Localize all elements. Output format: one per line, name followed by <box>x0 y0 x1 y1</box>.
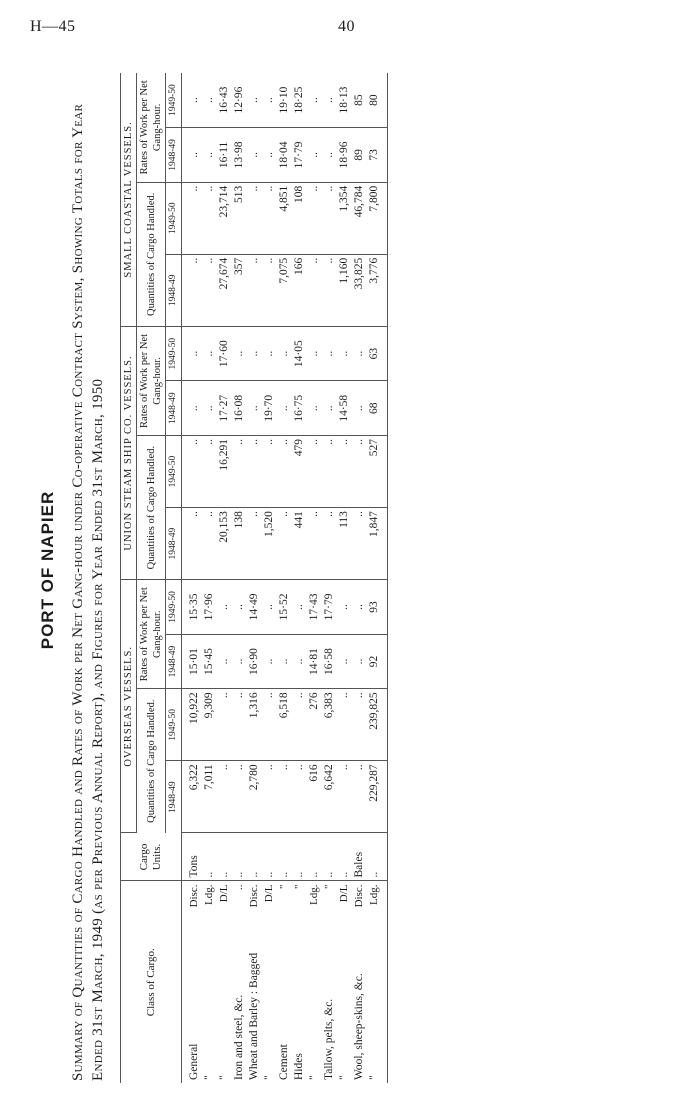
cargo-class-label: " <box>203 1075 215 1080</box>
table-row <box>352 73 367 1083</box>
handling-stage-label: Ldg. <box>368 884 380 905</box>
quantity-cell: .. <box>322 436 337 508</box>
header-union-steam-ship-vessels: UNION STEAM SHIP CO. VESSELS. <box>121 326 137 579</box>
quantity-cell: .. <box>182 436 203 508</box>
summary-heading: Summary of Quantities of Cargo Handled and Rates of Work per Net Gang-hour under Co-operative Contract System, Showing Totals for Year Ended 31st March, 1949 (as per Previous Annual Report), and Figures for Year Ended 31st March, 1950 <box>70 103 106 1081</box>
quantity-cell: 113 <box>337 508 352 580</box>
table-row <box>232 73 247 1083</box>
rate-cell: 15·45 <box>202 634 217 689</box>
quantity-cell: .. <box>337 436 352 508</box>
quantity-cell: .. <box>262 436 277 508</box>
quantity-cell: 229,287 <box>367 761 388 833</box>
table-row <box>322 73 337 1083</box>
quantity-cell: .. <box>202 436 217 508</box>
quantity-cell: 23,714 <box>217 182 232 254</box>
rate-cell: .. <box>182 326 203 381</box>
cargo-class-cell <box>352 881 367 1083</box>
rate-cell: 16·43 <box>217 73 232 128</box>
cargo-unit-cell: .. <box>262 833 277 881</box>
cargo-class-cell <box>217 881 232 1083</box>
table-row <box>337 73 352 1083</box>
rate-cell: 18·13 <box>337 73 352 128</box>
quantity-cell: 1,847 <box>367 508 388 580</box>
quantity-cell: 441 <box>292 508 307 580</box>
cargo-class-cell <box>367 881 388 1083</box>
rotated-table-page <box>30 55 660 1085</box>
header-year: 1948-49 <box>166 128 182 183</box>
cargo-unit-cell: .. <box>307 833 322 881</box>
header-cargo-units: Cargo Units. <box>121 833 182 881</box>
quantity-cell: 7,800 <box>367 182 388 254</box>
cargo-class-label: " <box>308 1075 320 1080</box>
rate-cell: 16·75 <box>292 381 307 436</box>
quantity-cell: 479 <box>292 436 307 508</box>
quantity-cell: .. <box>352 689 367 761</box>
rate-cell: .. <box>202 381 217 436</box>
quantity-cell: 276 <box>307 689 322 761</box>
rate-cell: .. <box>262 634 277 689</box>
quantity-cell: .. <box>182 254 203 326</box>
quantity-cell: .. <box>262 254 277 326</box>
quantity-cell: .. <box>232 761 247 833</box>
quantity-cell: 1,354 <box>337 182 352 254</box>
rate-cell: .. <box>247 381 262 436</box>
rate-cell: .. <box>182 73 203 128</box>
quantity-cell: .. <box>277 761 292 833</box>
rate-cell: 17·27 <box>217 381 232 436</box>
rate-cell: .. <box>352 634 367 689</box>
rate-cell: 92 <box>367 634 388 689</box>
quantity-cell: .. <box>307 254 322 326</box>
rate-cell: .. <box>277 381 292 436</box>
quantity-cell: .. <box>307 508 322 580</box>
quantity-cell: 33,825 <box>352 254 367 326</box>
cargo-class-label: " <box>218 1075 230 1080</box>
quantity-cell: .. <box>232 689 247 761</box>
rate-cell: .. <box>262 128 277 183</box>
cargo-unit-cell: .. <box>292 833 307 881</box>
header-year: 1948-49 <box>166 254 182 326</box>
rate-cell: .. <box>247 128 262 183</box>
cargo-class-label: " <box>263 1075 275 1080</box>
quantity-cell: 2,780 <box>247 761 262 833</box>
cargo-unit-cell: Bales <box>352 833 367 881</box>
quantity-cell: .. <box>262 182 277 254</box>
table-row <box>217 73 232 1083</box>
rate-cell: .. <box>202 73 217 128</box>
quantity-cell: .. <box>322 182 337 254</box>
rate-cell: .. <box>322 326 337 381</box>
quantity-cell: .. <box>262 761 277 833</box>
quantity-cell: 10,922 <box>182 689 203 761</box>
rate-cell: 18·25 <box>292 73 307 128</box>
rate-cell: .. <box>352 580 367 635</box>
header-year: 1949-50 <box>166 326 182 381</box>
handling-stage-label: Ldg. <box>308 884 320 905</box>
quantity-cell: .. <box>202 508 217 580</box>
quantity-cell: .. <box>337 761 352 833</box>
quantity-cell: .. <box>217 761 232 833</box>
header-year: 1948-49 <box>166 381 182 436</box>
quantity-cell: 3,776 <box>367 254 388 326</box>
rate-cell: 89 <box>352 128 367 183</box>
quantity-cell: 616 <box>307 761 322 833</box>
quantity-cell: 1,316 <box>247 689 262 761</box>
rate-cell: 18·04 <box>277 128 292 183</box>
cargo-unit-cell: .. <box>202 833 217 881</box>
quantity-cell: 513 <box>232 182 247 254</box>
rate-cell: .. <box>217 634 232 689</box>
quantity-cell: .. <box>262 689 277 761</box>
cargo-class-label: " <box>338 1075 350 1080</box>
quantity-cell: 1,160 <box>337 254 352 326</box>
rate-cell: 18·96 <box>337 128 352 183</box>
rate-cell: .. <box>247 326 262 381</box>
quantity-cell: 27,674 <box>217 254 232 326</box>
table-row <box>182 73 203 1083</box>
handling-stage-label: D/L <box>338 884 350 903</box>
handling-stage-label: Disc. <box>188 884 200 908</box>
quantity-cell: .. <box>292 689 307 761</box>
rate-cell: .. <box>322 381 337 436</box>
cargo-class-cell <box>277 881 292 1083</box>
rate-cell: 17·96 <box>202 580 217 635</box>
rate-cell: 14·58 <box>337 381 352 436</box>
cargo-unit-cell: .. <box>217 833 232 881</box>
quantity-cell: .. <box>322 508 337 580</box>
cargo-class-label: Iron and steel, &c. <box>233 994 245 1080</box>
quantity-cell: .. <box>202 254 217 326</box>
quantity-cell: 6,383 <box>322 689 337 761</box>
rate-cell: .. <box>337 634 352 689</box>
quantity-cell: 9,309 <box>202 689 217 761</box>
quantity-cell: 20,153 <box>217 508 232 580</box>
quantity-cell: .. <box>307 182 322 254</box>
rate-cell: .. <box>307 73 322 128</box>
rate-cell: .. <box>232 634 247 689</box>
table-row <box>202 73 217 1083</box>
header-rates: Rates of Work per Net Gang-hour. <box>137 326 166 435</box>
rate-cell: .. <box>307 326 322 381</box>
rate-cell: 19·70 <box>262 381 277 436</box>
cargo-class-cell <box>292 881 307 1083</box>
cargo-class-label: Cement <box>278 1044 290 1080</box>
rate-cell: .. <box>262 326 277 381</box>
quantity-cell: .. <box>307 436 322 508</box>
port-title: PORT OF NAPIER <box>38 490 57 650</box>
handling-stage-label: " <box>278 884 290 889</box>
rate-cell: .. <box>352 381 367 436</box>
rate-cell: .. <box>232 326 247 381</box>
quantity-cell: 108 <box>292 182 307 254</box>
quantity-cell: 6,642 <box>322 761 337 833</box>
rate-cell: .. <box>277 634 292 689</box>
rate-cell: 63 <box>367 326 388 381</box>
rate-cell: .. <box>292 634 307 689</box>
rate-cell: .. <box>352 326 367 381</box>
rate-cell: .. <box>307 128 322 183</box>
quantity-cell: .. <box>202 182 217 254</box>
quantity-cell: .. <box>182 508 203 580</box>
table-row <box>277 73 292 1083</box>
rate-cell: .. <box>307 381 322 436</box>
rate-cell: 16·90 <box>247 634 262 689</box>
table-row <box>307 73 322 1083</box>
cargo-class-cell <box>182 881 203 1083</box>
header-year: 1949-50 <box>166 182 182 254</box>
header-small-coastal-vessels: SMALL COASTAL VESSELS. <box>121 73 137 326</box>
rate-cell: 68 <box>367 381 388 436</box>
rate-cell: 17·79 <box>322 580 337 635</box>
rate-cell: 16·58 <box>322 634 337 689</box>
cargo-class-label: General <box>188 1043 200 1080</box>
handling-stage-label: D/L <box>263 884 275 903</box>
rate-cell: 17·60 <box>217 326 232 381</box>
quantity-cell: 239,825 <box>367 689 388 761</box>
document-code: H—45 <box>30 18 76 35</box>
cargo-unit-cell: .. <box>337 833 352 881</box>
rate-cell: .. <box>322 73 337 128</box>
quantity-cell: .. <box>247 508 262 580</box>
rate-cell: 15·01 <box>182 634 203 689</box>
cargo-unit-cell: .. <box>277 833 292 881</box>
cargo-class-cell <box>232 881 247 1083</box>
quantity-cell: .. <box>337 689 352 761</box>
rate-cell: 12·96 <box>232 73 247 128</box>
rate-cell: .. <box>337 326 352 381</box>
header-rates: Rates of Work per Net Gang-hour. <box>137 580 166 689</box>
header-rates: Rates of Work per Net Gang-hour. <box>137 73 166 182</box>
quantity-cell: 6,322 <box>182 761 203 833</box>
cargo-class-label: Tallow, pelts, &c. <box>323 998 335 1080</box>
table-row <box>247 73 262 1083</box>
header-year: 1948-49 <box>166 508 182 580</box>
cargo-unit-cell: Tons <box>182 833 203 881</box>
rate-cell: 15·35 <box>182 580 203 635</box>
quantity-cell: .. <box>292 761 307 833</box>
quantity-cell: .. <box>247 254 262 326</box>
cargo-class-cell <box>307 881 322 1083</box>
handling-stage-label: .. <box>233 884 245 890</box>
cargo-class-cell <box>262 881 277 1083</box>
header-overseas-vessels: OVERSEAS VESSELS. <box>121 580 137 833</box>
handling-stage-label: D/L <box>218 884 230 903</box>
rate-cell: .. <box>292 580 307 635</box>
quantity-cell: 1,520 <box>262 508 277 580</box>
header-year: 1949-50 <box>166 73 182 128</box>
quantity-cell: 138 <box>232 508 247 580</box>
rate-cell: 16·08 <box>232 381 247 436</box>
quantity-cell: .. <box>352 436 367 508</box>
rate-cell: 14·05 <box>292 326 307 381</box>
rate-cell: 13·98 <box>232 128 247 183</box>
cargo-class-label: Wheat and Barley : Bagged <box>248 952 260 1080</box>
rate-cell: .. <box>337 580 352 635</box>
rate-cell: 14·81 <box>307 634 322 689</box>
header-quantities: Quantities of Cargo Handled. <box>137 436 166 580</box>
cargo-class-label: Wool, sheep-skins, &c. <box>353 973 365 1080</box>
table-row <box>292 73 307 1083</box>
quantity-cell: 357 <box>232 254 247 326</box>
cargo-class-label: " <box>368 1075 380 1080</box>
rate-cell: 17·43 <box>307 580 322 635</box>
rate-cell: .. <box>202 326 217 381</box>
cargo-unit-cell: .. <box>232 833 247 881</box>
quantity-cell: .. <box>247 182 262 254</box>
rate-cell: 19·10 <box>277 73 292 128</box>
rate-cell: .. <box>182 128 203 183</box>
quantity-cell: .. <box>277 436 292 508</box>
table-row <box>262 73 277 1083</box>
cargo-class-cell <box>322 881 337 1083</box>
header-quantities: Quantities of Cargo Handled. <box>137 182 166 326</box>
handling-stage-label: Ldg. <box>203 884 215 905</box>
quantity-cell: .. <box>217 689 232 761</box>
rate-cell: .. <box>232 580 247 635</box>
rate-cell: 17·79 <box>292 128 307 183</box>
quantity-cell: .. <box>352 508 367 580</box>
cargo-class-label: Hides <box>293 1053 305 1080</box>
rate-cell: .. <box>262 73 277 128</box>
quantity-cell: .. <box>352 761 367 833</box>
quantity-cell: 527 <box>367 436 388 508</box>
rate-cell: 14·49 <box>247 580 262 635</box>
rate-cell: .. <box>277 326 292 381</box>
rate-cell: .. <box>202 128 217 183</box>
quantity-cell: 4,851 <box>277 182 292 254</box>
rate-cell: .. <box>217 580 232 635</box>
header-quantities: Quantities of Cargo Handled. <box>137 689 166 833</box>
header-year: 1948-49 <box>166 634 182 689</box>
cargo-class-cell <box>337 881 352 1083</box>
rate-cell: 85 <box>352 73 367 128</box>
rate-cell: .. <box>322 128 337 183</box>
handling-stage-label: " <box>323 884 335 889</box>
header-year: 1949-50 <box>166 689 182 761</box>
rate-cell: .. <box>247 73 262 128</box>
quantity-cell: .. <box>247 436 262 508</box>
page-header <box>0 18 700 48</box>
cargo-unit-cell: .. <box>247 833 262 881</box>
page-number: 40 <box>338 18 355 35</box>
rate-cell: 80 <box>367 73 388 128</box>
quantity-cell: .. <box>182 182 203 254</box>
cargo-class-cell <box>202 881 217 1083</box>
quantity-cell: 6,518 <box>277 689 292 761</box>
header-year: 1948-49 <box>166 761 182 833</box>
cargo-table <box>120 73 388 1083</box>
rate-cell: 15·52 <box>277 580 292 635</box>
handling-stage-label: " <box>293 884 305 889</box>
cargo-class-cell <box>247 881 262 1083</box>
header-class-of-cargo: Class of Cargo. <box>121 881 182 1083</box>
rate-cell: 73 <box>367 128 388 183</box>
cargo-unit-cell: .. <box>367 833 388 881</box>
quantity-cell: .. <box>232 436 247 508</box>
rate-cell: .. <box>182 381 203 436</box>
cargo-unit-cell: .. <box>322 833 337 881</box>
table-row <box>367 73 388 1083</box>
header-year: 1949-50 <box>166 436 182 508</box>
quantity-cell: 7,011 <box>202 761 217 833</box>
rate-cell: .. <box>262 580 277 635</box>
table-body <box>182 73 388 1083</box>
handling-stage-label: Disc. <box>248 884 260 908</box>
quantity-cell: .. <box>277 508 292 580</box>
rate-cell: 16·11 <box>217 128 232 183</box>
handling-stage-label: Disc. <box>353 884 365 908</box>
quantity-cell: 46,784 <box>352 182 367 254</box>
header-year: 1949-50 <box>166 580 182 635</box>
quantity-cell: 16,291 <box>217 436 232 508</box>
quantity-cell: 7,075 <box>277 254 292 326</box>
quantity-cell: .. <box>322 254 337 326</box>
rate-cell: 93 <box>367 580 388 635</box>
quantity-cell: 166 <box>292 254 307 326</box>
